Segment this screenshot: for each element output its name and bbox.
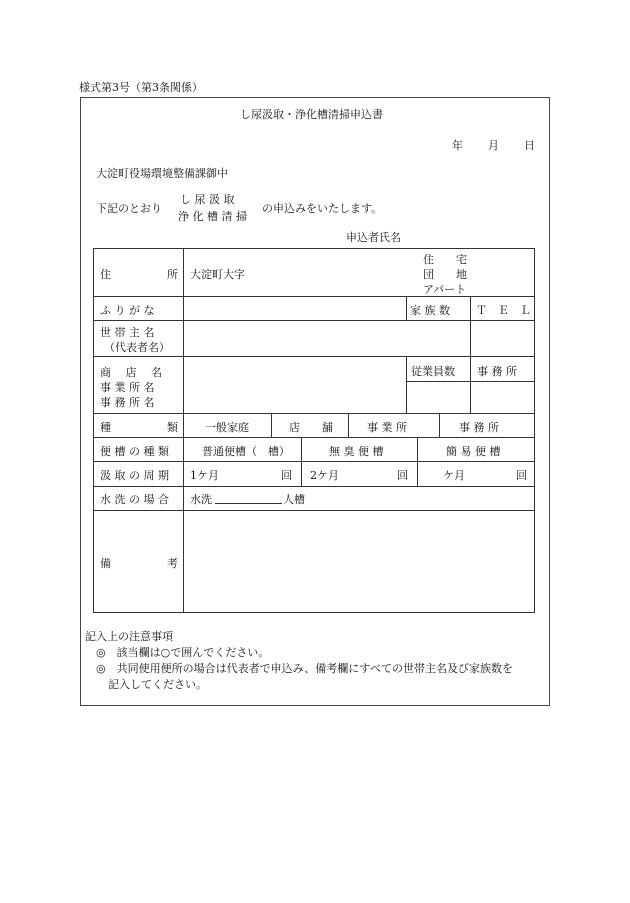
notes-heading: 記入上の注意事項	[85, 630, 173, 643]
option-septic-cleaning[interactable]: 浄 化 槽 清 掃	[178, 210, 247, 223]
flush-suffix: 人槽	[283, 493, 305, 506]
housing-complex[interactable]: 団 地	[423, 268, 467, 281]
furigana-label: ふ り が な	[100, 304, 155, 317]
form-number: 様式第3号（第3条関係）	[79, 81, 203, 94]
note-2: ◎ 共同使用便所の場合は代表者で申込み、備考欄にすべての世帯主名及び家族数を	[96, 662, 514, 675]
cycle-3-unit: 回	[516, 469, 527, 482]
type-household[interactable]: 一般家庭	[205, 421, 249, 434]
household-head-sub: （代表者名）	[104, 341, 170, 354]
flush-prefix: 水洗	[190, 493, 212, 506]
addressee: 大淀町役場環境整備課御中	[96, 167, 228, 180]
date-month-label: 月	[488, 139, 499, 152]
type-label-2: 類	[167, 421, 178, 434]
note-1: ◎ 該当欄は○で囲んでください。	[96, 646, 270, 659]
family-count-label: 家 族 数	[410, 304, 450, 317]
note-2-continued: 記入してください。	[108, 678, 207, 691]
remarks-field[interactable]	[184, 511, 534, 612]
intro-suffix: の申込みをいたします。	[262, 202, 383, 215]
business-name-label: 事 業 所 名	[100, 381, 155, 394]
toilet-standard[interactable]: 普通便槽（ 槽）	[202, 445, 290, 458]
housing-house[interactable]: 住 宅	[423, 253, 467, 266]
collection-cycle-label: 汲 取 の 周 期	[100, 469, 169, 482]
form-title: し尿汲取・浄化槽清掃申込書	[240, 108, 383, 121]
cycle-3-month[interactable]: ケ月	[443, 469, 465, 482]
remarks-label-1: 備	[100, 557, 111, 570]
type-label-1: 種	[100, 421, 111, 434]
option-nightsoil[interactable]: し 尿 汲 取	[180, 193, 235, 206]
applicant-name-label: 申込者氏名	[346, 231, 401, 244]
date-year-label: 年	[452, 139, 463, 152]
employee-count-label: 従業員数	[411, 365, 455, 378]
office-name-label: 事 務 所 名	[100, 396, 155, 409]
address-label-2: 所	[167, 268, 178, 281]
cycle-2-unit: 回	[397, 469, 408, 482]
housing-apartment[interactable]: アパート	[423, 283, 467, 296]
address-field[interactable]: 大淀町大字	[190, 268, 245, 281]
remarks-label-2: 考	[167, 557, 178, 570]
tel-label: Ｔ Ｅ Ｌ	[476, 304, 531, 317]
cycle-1-unit: 回	[281, 469, 292, 482]
office-label: 事 務 所	[477, 365, 517, 378]
flush-capacity-field[interactable]	[215, 503, 282, 504]
toilet-odorless[interactable]: 無 臭 便 槽	[329, 445, 384, 458]
cycle-1-month[interactable]: 1ケ月	[190, 469, 219, 482]
household-head-label: 世 帯 主 名	[100, 326, 155, 339]
intro-prefix: 下記のとおり	[96, 202, 162, 215]
toilet-simple[interactable]: 簡 易 便 槽	[446, 445, 501, 458]
date-day-label: 日	[524, 139, 535, 152]
type-business[interactable]: 事 業 所	[367, 421, 407, 434]
type-shop[interactable]: 店 舗	[289, 421, 333, 434]
address-label-1: 住	[100, 268, 111, 281]
cycle-2-month[interactable]: 2ケ月	[310, 469, 339, 482]
shop-name-label: 商 店 名	[100, 366, 162, 379]
toilet-type-label: 便 槽 の 種 類	[100, 445, 169, 458]
type-office[interactable]: 事 務 所	[459, 421, 499, 434]
flush-toilet-label: 水 洗 の 場 合	[100, 493, 169, 506]
